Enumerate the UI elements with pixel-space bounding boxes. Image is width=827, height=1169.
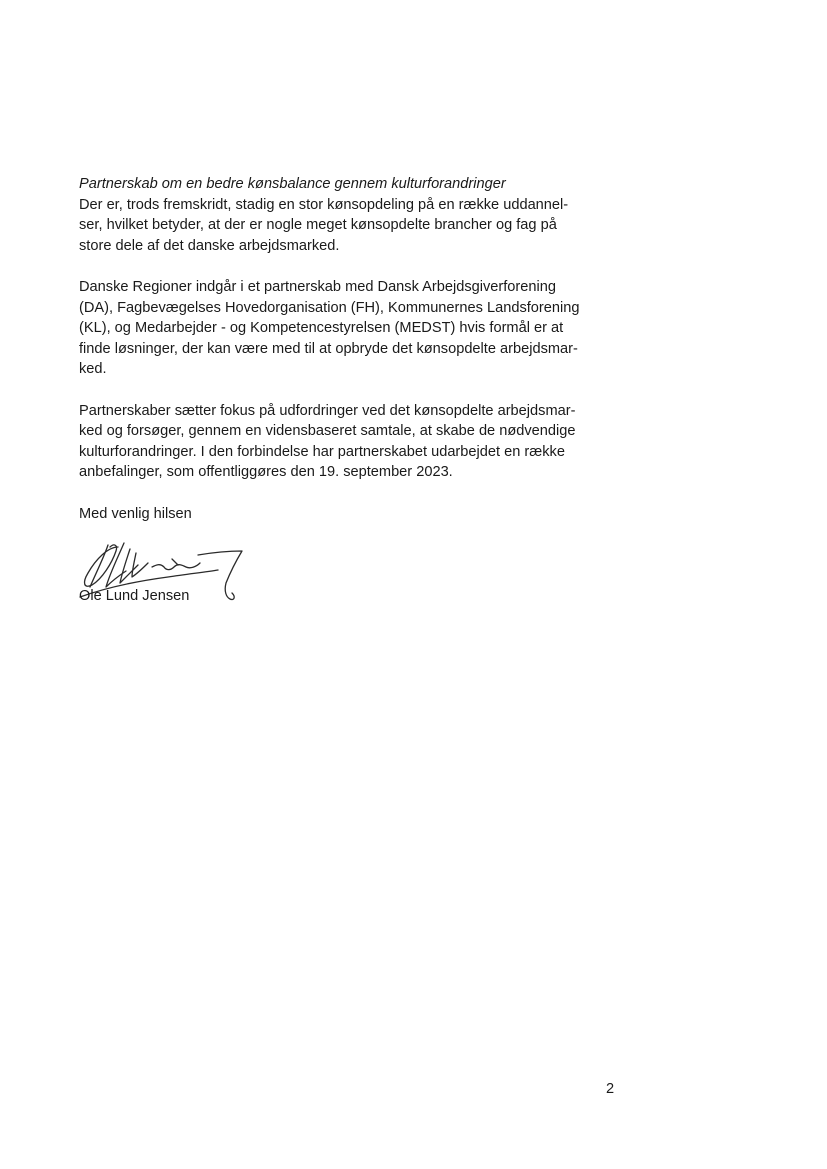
paragraph-line: (KL), og Medarbejder - og Kompetencestyrelsen (MEDST) hvis formål er at xyxy=(79,320,564,336)
closing-salutation: Med venlig hilsen xyxy=(79,505,192,522)
paragraph-3 xyxy=(79,401,619,483)
page-number: 2 xyxy=(606,1081,615,1097)
paragraph-2 xyxy=(79,277,619,380)
paragraph-line: store dele af det danske arbejdsmarked. xyxy=(79,237,340,254)
paragraph-line: ked. xyxy=(79,361,107,377)
paragraph-line: ked og forsøger, gennem en vidensbaseret samtale, at skabe de nødvendige xyxy=(79,423,576,439)
paragraph-line: (DA), Fagbevægelses Hovedorganisation (FH), Kommunernes Landsforening xyxy=(79,299,580,316)
letter-body xyxy=(79,174,619,524)
paragraph-line: finde løsninger, der kan være med til at opbryde det kønsopdelte arbejdsmar- xyxy=(79,340,578,357)
paragraph-line: kulturforandringer. I den forbindelse har partnerskabet udarbejdet en række xyxy=(79,443,565,460)
signer-name: Ole Lund Jensen xyxy=(79,588,190,604)
paragraph-1 xyxy=(79,195,619,257)
paragraph-line: Der er, trods fremskridt, stadig en stor kønsopdeling på en række uddannel- xyxy=(79,196,569,213)
paragraph-line: Danske Regioner indgår i et partnerskab med Dansk Arbejdsgiverforening xyxy=(79,279,556,295)
paragraph-line: anbefalinger, som offentliggøres den 19. september 2023. xyxy=(79,464,453,480)
paragraph-line: ser, hvilket betyder, at der er nogle meget kønsopdelte brancher og fag på xyxy=(79,217,557,233)
section-heading: Partnerskab om en bedre kønsbalance gennem kulturforandringer xyxy=(79,176,506,192)
paragraph-line: Partnerskaber sætter fokus på udfordringer ved det kønsopdelte arbejdsmar- xyxy=(79,402,576,419)
